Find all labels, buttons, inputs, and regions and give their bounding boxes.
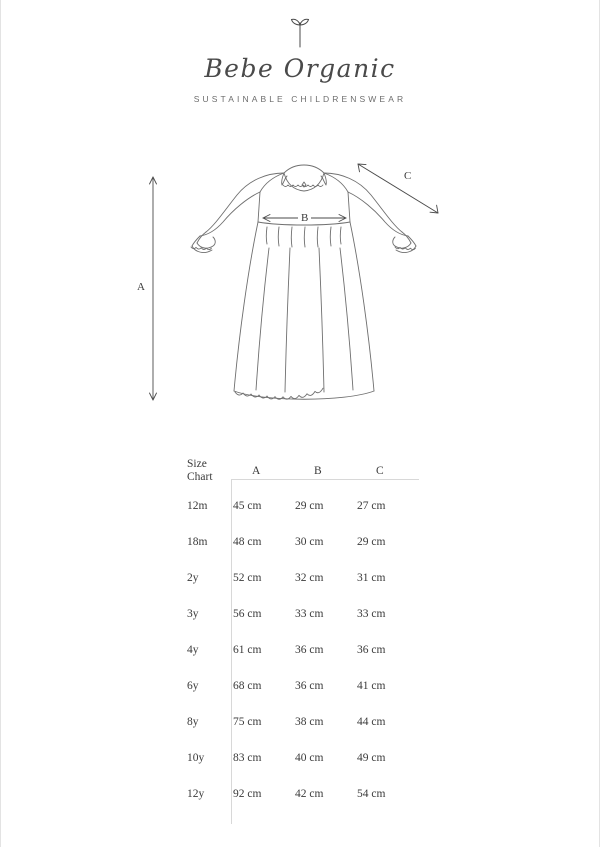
- column-header-c: C: [376, 464, 384, 477]
- table-row: [187, 488, 419, 524]
- table-row: [187, 740, 419, 776]
- row-size: 3y: [187, 608, 199, 620]
- row-size: 18m: [187, 536, 208, 548]
- table-header-row: [187, 452, 419, 488]
- column-header-b: B: [314, 464, 322, 477]
- row-value-c: 27 cm: [357, 500, 386, 512]
- row-value-c: 41 cm: [357, 680, 386, 692]
- size-chart-title-line2: Chart: [187, 470, 213, 483]
- garment-illustration: [1, 140, 600, 430]
- table-row: [187, 668, 419, 704]
- dimension-label-a: A: [134, 281, 148, 293]
- row-value-b: 36 cm: [295, 680, 324, 692]
- row-value-c: 44 cm: [357, 716, 386, 728]
- row-value-a: 52 cm: [233, 572, 262, 584]
- table-row: [187, 524, 419, 560]
- row-value-c: 49 cm: [357, 752, 386, 764]
- row-value-a: 68 cm: [233, 680, 262, 692]
- row-value-b: 32 cm: [295, 572, 324, 584]
- table-row: [187, 632, 419, 668]
- row-size: 8y: [187, 716, 199, 728]
- size-chart-title-line1: Size: [187, 457, 207, 470]
- table-row: [187, 704, 419, 740]
- size-chart-table: [187, 452, 419, 812]
- brand-name: Bebe Organic: [204, 54, 396, 83]
- dimension-label-b: B: [298, 212, 311, 224]
- dimension-label-c: C: [401, 170, 414, 182]
- row-value-b: 30 cm: [295, 536, 324, 548]
- row-value-a: 56 cm: [233, 608, 262, 620]
- size-chart-title: [187, 452, 233, 488]
- row-size: 4y: [187, 644, 199, 656]
- table-row: [187, 560, 419, 596]
- size-chart-header: [187, 452, 419, 488]
- row-value-a: 61 cm: [233, 644, 262, 656]
- row-value-c: 54 cm: [357, 788, 386, 800]
- row-value-a: 75 cm: [233, 716, 262, 728]
- size-chart-body: [187, 488, 419, 812]
- row-size: 6y: [187, 680, 199, 692]
- table-row: [187, 596, 419, 632]
- row-value-b: 33 cm: [295, 608, 324, 620]
- row-value-c: 36 cm: [357, 644, 386, 656]
- leaf-sprig-icon: [1, 16, 599, 48]
- brand-tagline: SUSTAINABLE CHILDRENSWEAR: [193, 94, 407, 104]
- row-value-a: 92 cm: [233, 788, 262, 800]
- table-row: [187, 776, 419, 812]
- table-header-rule: [231, 479, 419, 480]
- row-value-c: 33 cm: [357, 608, 386, 620]
- row-value-c: 29 cm: [357, 536, 386, 548]
- brand-header: [1, 16, 599, 104]
- row-value-b: 38 cm: [295, 716, 324, 728]
- row-value-a: 48 cm: [233, 536, 262, 548]
- row-size: 2y: [187, 572, 199, 584]
- row-value-a: 83 cm: [233, 752, 262, 764]
- column-header-a: A: [252, 464, 261, 477]
- row-size: 12m: [187, 500, 208, 512]
- row-value-b: 36 cm: [295, 644, 324, 656]
- size-chart: [187, 452, 419, 812]
- row-value-b: 42 cm: [295, 788, 324, 800]
- row-size: 12y: [187, 788, 205, 800]
- row-size: 10y: [187, 752, 205, 764]
- row-value-b: 40 cm: [295, 752, 324, 764]
- row-value-b: 29 cm: [295, 500, 324, 512]
- row-value-c: 31 cm: [357, 572, 386, 584]
- row-value-a: 45 cm: [233, 500, 262, 512]
- table-vertical-rule: [231, 479, 232, 824]
